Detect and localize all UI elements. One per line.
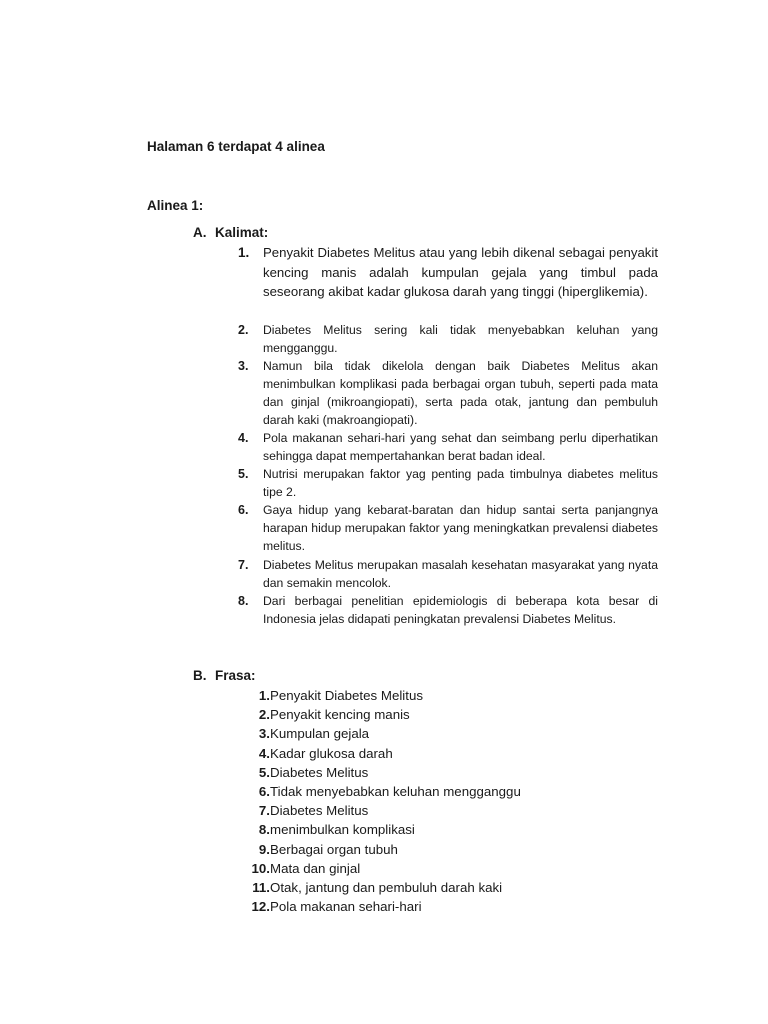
list-item-number: 12. [251, 899, 270, 915]
list-item-text: Penyakit Diabetes Melitus atau yang lebih dikenal sebagai penyakit kencing manis adalah kumpulan gejala yang timbul pada seseorang akibat kadar glukosa darah yang tinggi (hiperglikemia). [263, 245, 658, 299]
list-item [238, 724, 521, 743]
list-item-number: 5. [258, 764, 270, 780]
section-b-letter: B. [193, 668, 207, 683]
list-item-text: Kumpulan gejala [270, 726, 370, 742]
list-item-text: Penyakit kencing manis [270, 707, 410, 723]
list-item-number: 10. [251, 860, 270, 876]
alinea-title: Alinea 1: [147, 198, 204, 213]
list-item-text: Namun bila tidak dikelola dengan baik Diabetes Melitus akan menimbulkan komplikasi pada berbagai organ tubuh, seperti pada mata dan ginjal (mikroangiopati), serta pada otak, jantung dan pembuluh darah kaki (makroangiopati). [263, 359, 658, 427]
list-item-text: Mata dan ginjal [270, 860, 361, 876]
list-item-number: 2. [258, 707, 270, 723]
list-item [238, 556, 658, 592]
list-item [238, 782, 521, 801]
list-item-number: 6. [258, 783, 270, 799]
list-item-text: Diabetes Melitus merupakan masalah kesehatan masyarakat yang nyata dan semakin mencolok. [263, 558, 658, 590]
section-b-heading [193, 667, 256, 685]
list-item-number: 5. [238, 467, 249, 481]
list-item [238, 429, 658, 465]
list-item [238, 859, 521, 878]
list-item [238, 592, 658, 628]
list-item [238, 357, 658, 429]
list-item [238, 801, 521, 820]
list-item-text: Diabetes Melitus [270, 803, 369, 819]
list-item [238, 820, 521, 839]
list-item-text: Gaya hidup yang kebarat-baratan dan hidup santai serta panjangnya harapan hidup merupakan faktor yang meningkatkan prevalensi diabetes melitus. [263, 503, 658, 553]
list-item-number: 8. [238, 594, 249, 608]
list-item-text: menimbulkan komplikasi [270, 822, 415, 838]
list-item [238, 897, 521, 916]
list-item-number: 3. [238, 359, 249, 373]
list-item-number: 2. [238, 323, 249, 337]
list-item [238, 686, 521, 705]
list-item-number: 1. [258, 688, 270, 703]
list-item-number: 11. [252, 879, 270, 895]
list-item-number: 4. [258, 745, 270, 761]
list-item-text: Kadar glukosa darah [270, 745, 393, 761]
section-a-letter: A. [193, 225, 207, 240]
list-item [238, 763, 521, 782]
section-a-heading [193, 224, 268, 242]
list-item-number: 4. [238, 431, 249, 445]
list-item [238, 501, 658, 555]
list-item-number: 1. [238, 245, 250, 260]
list-item-number: 6. [238, 503, 249, 517]
phrase-list [238, 686, 521, 916]
section-b-label: Frasa: [215, 668, 256, 683]
list-item [238, 878, 521, 897]
list-item-text: Tidak menyebabkan keluhan mengganggu [270, 783, 521, 799]
list-item-number: 9. [258, 841, 270, 857]
list-item-text: Otak, jantung dan pembuluh darah kaki [270, 879, 503, 895]
list-item-text: Nutrisi merupakan faktor yag penting pada timbulnya diabetes melitus tipe 2. [263, 467, 658, 499]
document-title: Halaman 6 terdapat 4 alinea [147, 139, 325, 154]
list-item [238, 744, 521, 763]
list-item-number: 8. [258, 822, 270, 838]
list-item-text: Pola makanan sehari-hari [270, 899, 422, 915]
section-a-label: Kalimat: [215, 225, 269, 240]
list-item-number: 3. [258, 726, 270, 742]
list-item-number: 7. [238, 558, 249, 572]
list-item [238, 705, 521, 724]
list-item-text: Penyakit Diabetes Melitus [270, 688, 423, 703]
list-item-text: Pola makanan sehari-hari yang sehat dan seimbang perlu diperhatikan sehingga dapat mempertahankan berat badan ideal. [263, 431, 658, 463]
list-item [238, 243, 658, 302]
list-item [238, 465, 658, 501]
list-item-text: Diabetes Melitus sering kali tidak menyebabkan keluhan yang mengganggu. [263, 323, 658, 355]
list-item-text: Berbagai organ tubuh [270, 841, 398, 857]
list-item-text: Diabetes Melitus [270, 764, 369, 780]
list-item-number: 7. [258, 803, 270, 819]
list-item [238, 321, 658, 357]
list-item-text: Dari berbagai penelitian epidemiologis di beberapa kota besar di Indonesia jelas didapati peningkatan prevalensi Diabetes Melitus. [263, 594, 658, 626]
list-item [238, 840, 521, 859]
